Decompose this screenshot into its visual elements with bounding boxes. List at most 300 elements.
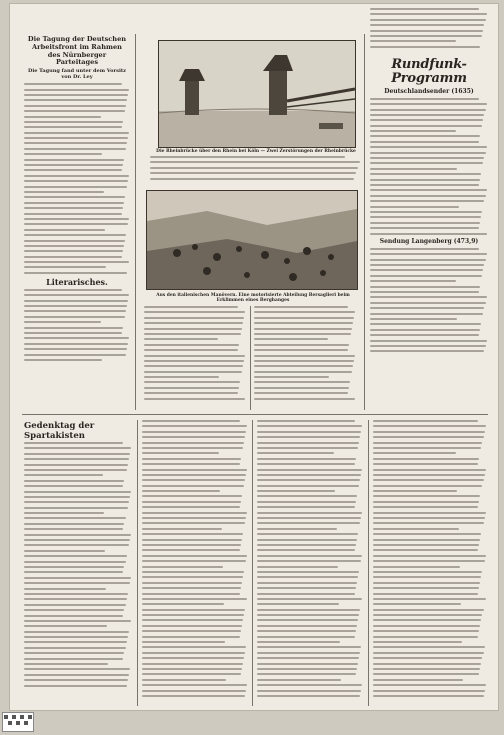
text-line: [257, 695, 360, 697]
text-line: [24, 316, 125, 318]
text-line: [257, 495, 357, 497]
text-line: [144, 381, 240, 383]
text-line: [24, 186, 127, 188]
text-line: [142, 522, 245, 524]
text-line: [370, 307, 484, 309]
text-line: [370, 195, 486, 197]
text-line: [257, 684, 362, 686]
station-heading: Sendung Langenberg (473,9): [379, 237, 479, 245]
text-line: [24, 137, 128, 139]
text-line: [373, 495, 480, 497]
text-line: [257, 641, 340, 643]
text-line: [370, 157, 484, 159]
text-line: [142, 479, 245, 481]
text-line: [257, 479, 360, 481]
text-line: [24, 126, 122, 128]
text-line: [24, 658, 123, 660]
text-line: [24, 105, 126, 107]
text-line: [373, 619, 481, 621]
text-line: [373, 636, 478, 638]
text-line: [370, 114, 484, 116]
text-line: [24, 337, 129, 339]
text-line: [24, 207, 123, 209]
column-bottom-2: [142, 420, 248, 706]
text-line: [144, 392, 238, 394]
column-divider: [368, 420, 369, 706]
text-line: [24, 300, 128, 302]
text-line: [24, 620, 131, 622]
text-line: [24, 294, 129, 296]
text-line: [257, 603, 339, 605]
text-line: [24, 674, 129, 676]
text-line: [142, 630, 241, 632]
text-line: [142, 420, 240, 422]
text-line: [370, 184, 479, 186]
literary-heading: Literarisches.: [46, 276, 108, 287]
text-line: [373, 625, 480, 627]
text-line: [373, 544, 479, 546]
text-line: [142, 673, 241, 675]
text-line: [257, 452, 334, 454]
text-line: [254, 355, 355, 357]
text-line: [370, 264, 484, 266]
text-line: [150, 161, 360, 163]
text-line: [24, 561, 126, 563]
column-bottom-3: [257, 420, 363, 706]
text-line: [254, 317, 354, 319]
text-line: [24, 202, 124, 204]
text-line: [142, 652, 245, 654]
text-line: [370, 350, 484, 352]
text-line: [373, 420, 478, 422]
text-line: [370, 329, 480, 331]
text-line: [144, 317, 244, 319]
text-line: [24, 223, 128, 225]
text-line: [24, 250, 123, 252]
text-line: [24, 142, 127, 144]
text-line: [24, 180, 128, 182]
text-line: [24, 517, 126, 519]
text-line: [150, 156, 345, 158]
text-line: [370, 168, 457, 170]
text-line: [24, 566, 124, 568]
text-line: [254, 328, 352, 330]
column-middle-b: [254, 306, 356, 410]
text-line: [257, 679, 341, 681]
text-line: [142, 463, 240, 465]
text-line: [24, 668, 130, 670]
text-line: [370, 323, 481, 325]
text-line: [370, 206, 459, 208]
radio-schedule: [370, 98, 488, 235]
text-line: [373, 587, 479, 589]
literary-body: [24, 289, 130, 361]
column-radio: [370, 8, 488, 410]
text-line: [24, 196, 125, 198]
text-line: [24, 609, 124, 611]
text-line: [370, 30, 483, 32]
text-line: [257, 522, 360, 524]
text-line: [257, 447, 358, 449]
text-line: [370, 340, 487, 342]
column-divider: [364, 34, 365, 410]
text-line: [142, 555, 247, 557]
text-line: [257, 636, 355, 638]
text-line: [24, 631, 129, 633]
text-line: [257, 425, 362, 427]
text-line: [24, 539, 130, 541]
text-line: [373, 512, 486, 514]
text-line: [257, 458, 356, 460]
text-line: [24, 534, 131, 536]
text-line: [370, 216, 481, 218]
column-bottom-4: [373, 420, 487, 706]
text-line: [373, 539, 480, 541]
text-line: [370, 162, 483, 164]
text-line: [24, 359, 102, 361]
text-line: [257, 506, 355, 508]
article-subtitle: Die Tagung fand unter dem Vorsitz von Dr. Ley: [27, 68, 126, 81]
text-line: [24, 685, 127, 687]
text-line: [257, 539, 357, 541]
text-line: [373, 490, 457, 492]
text-line: [144, 333, 241, 335]
text-line: [142, 528, 222, 530]
text-line: [24, 523, 124, 525]
text-line: [144, 344, 239, 346]
text-line: [254, 387, 349, 389]
text-line: [24, 615, 123, 617]
text-line: [24, 272, 127, 274]
text-line: [370, 141, 479, 143]
bridge-picture: [159, 41, 355, 147]
text-line: [373, 517, 485, 519]
article-body: [24, 83, 130, 274]
text-line: [254, 360, 354, 362]
text-line: [24, 229, 105, 231]
text-line: [24, 266, 106, 268]
text-line: [142, 646, 246, 648]
text-line: [370, 253, 487, 255]
text-line: [24, 94, 128, 96]
text-line: [24, 159, 124, 161]
text-line: [370, 135, 480, 137]
text-line: [373, 679, 463, 681]
radio-title: Rundfunk-Programm: [391, 56, 467, 86]
text-line: [142, 587, 241, 589]
text-line: [257, 614, 359, 616]
article-title: Die Tagung der Deutschen Arbeitsfront im Rahmen des Nürnberger Parteitages: [27, 35, 127, 67]
text-line: [24, 348, 127, 350]
text-line: [257, 490, 335, 492]
text-line: [257, 571, 359, 573]
text-line: [24, 310, 126, 312]
column-middle-a: [144, 306, 246, 410]
text-line: [373, 452, 456, 454]
text-line: [370, 189, 487, 191]
text-line: [24, 464, 128, 466]
text-line: [373, 690, 485, 692]
text-line: [373, 668, 480, 670]
text-line: [142, 636, 240, 638]
text-line: [373, 641, 462, 643]
text-line: [370, 222, 480, 224]
text-line: [257, 630, 356, 632]
text-line: [370, 125, 482, 127]
text-line: [144, 365, 243, 367]
text-line: [144, 371, 242, 373]
text-line: [257, 474, 361, 476]
text-line: [254, 306, 348, 308]
text-line: [24, 550, 105, 552]
text-line: [373, 657, 482, 659]
text-line: [370, 13, 487, 15]
text-line: [24, 663, 108, 665]
text-line: [24, 305, 127, 307]
text-line: [370, 280, 456, 282]
text-line: [257, 544, 356, 546]
text-line: [257, 512, 362, 514]
text-line: [373, 555, 486, 557]
column-divider: [137, 420, 138, 706]
text-line: [257, 436, 360, 438]
text-line: [24, 625, 107, 627]
text-line: [257, 619, 358, 621]
text-line: [144, 328, 242, 330]
column-divider: [252, 420, 253, 706]
text-line: [373, 549, 478, 551]
text-line: [24, 83, 122, 85]
text-line: [373, 506, 478, 508]
text-line: [370, 227, 479, 229]
radio-intro-text: [370, 8, 488, 48]
text-line: [150, 172, 356, 174]
text-line: [142, 582, 242, 584]
text-line: [370, 119, 483, 121]
text-line: [373, 458, 479, 460]
text-line: [24, 474, 103, 476]
text-line: [24, 496, 130, 498]
text-line: [370, 35, 482, 37]
text-line: [254, 376, 329, 378]
text-line: [257, 420, 355, 422]
text-line: [257, 673, 356, 675]
text-line: [373, 436, 484, 438]
text-line: [24, 245, 124, 247]
text-line: [257, 646, 361, 648]
text-line: [373, 652, 484, 654]
text-line: [150, 178, 354, 180]
text-line: [373, 442, 482, 444]
text-line: [24, 240, 125, 242]
text-line: [144, 398, 245, 400]
text-line: [373, 528, 459, 530]
text-line: [24, 453, 130, 455]
text-line: [257, 549, 355, 551]
text-line: [370, 233, 487, 235]
text-line: [24, 528, 123, 530]
text-line: [370, 173, 481, 175]
text-line: [24, 652, 124, 654]
text-line: [257, 566, 338, 568]
text-line: [144, 360, 244, 362]
text-line: [24, 442, 123, 444]
text-line: [142, 431, 246, 433]
text-line: [142, 425, 247, 427]
text-line: [370, 318, 457, 320]
text-line: [373, 673, 479, 675]
text-line: [373, 479, 484, 481]
text-line: [257, 668, 357, 670]
text-line: [142, 614, 244, 616]
text-line: [24, 343, 128, 345]
article-body: [24, 442, 132, 687]
text-line: [373, 571, 482, 573]
text-line: [254, 311, 355, 313]
text-line: [24, 213, 122, 215]
text-line: [24, 544, 129, 546]
text-line: [370, 302, 486, 304]
text-line: [24, 116, 101, 118]
text-line: [142, 668, 242, 670]
text-line: [373, 560, 485, 562]
text-line: [370, 200, 484, 202]
text-line: [142, 576, 243, 578]
text-line: [373, 582, 480, 584]
text-line: [373, 566, 460, 568]
text-line: [257, 463, 355, 465]
text-line: [142, 593, 240, 595]
text-line: [373, 663, 481, 665]
text-line: [370, 334, 479, 336]
text-line: [370, 286, 480, 288]
text-line: [24, 647, 126, 649]
color-calibration-strip: [2, 712, 34, 732]
text-line: [144, 311, 245, 313]
text-line: [370, 46, 480, 48]
text-line: [24, 480, 124, 482]
text-line: [373, 522, 484, 524]
text-line: [144, 376, 219, 378]
text-line: [24, 110, 125, 112]
text-line: [142, 695, 245, 697]
text-line: [370, 313, 483, 315]
text-line: [373, 447, 481, 449]
text-line: [373, 485, 482, 487]
photo-maneuvers: [146, 190, 358, 290]
text-line: [24, 588, 106, 590]
text-line: [370, 291, 479, 293]
text-line: [370, 24, 484, 26]
text-line: [370, 345, 486, 347]
text-line: [254, 338, 328, 340]
text-line: [142, 566, 223, 568]
text-line: [24, 641, 127, 643]
text-line: [373, 646, 485, 648]
text-line: [257, 501, 356, 503]
text-line: [142, 452, 219, 454]
text-line: [373, 609, 484, 611]
text-line: [254, 381, 350, 383]
text-line: [257, 442, 359, 444]
text-line: [142, 533, 243, 535]
text-line: [24, 491, 131, 493]
text-line: [24, 321, 101, 323]
text-line: [24, 555, 127, 557]
text-line: [370, 8, 479, 10]
text-line: [373, 603, 461, 605]
text-line: [142, 619, 243, 621]
text-line: [257, 690, 361, 692]
text-line: [373, 614, 482, 616]
text-line: [370, 275, 482, 277]
text-line: [254, 398, 355, 400]
text-line: [24, 604, 126, 606]
text-line: [142, 436, 245, 438]
photo-caption-maneuvers: Aus den italienischen Manövern. Eine motorisierte Abteilung Bersaglieri beim Erklimmen eines Berghanges: [156, 293, 350, 304]
text-line: [24, 153, 102, 155]
text-line: [142, 571, 244, 573]
text-line: [142, 684, 247, 686]
text-line: [142, 539, 242, 541]
text-line: [373, 431, 485, 433]
text-line: [373, 469, 486, 471]
text-line: [144, 322, 243, 324]
text-line: [370, 40, 456, 42]
text-line: [24, 164, 123, 166]
text-line: [257, 609, 360, 611]
text-line: [257, 582, 357, 584]
text-line: [257, 663, 358, 665]
text-line: [254, 344, 349, 346]
text-line: [370, 269, 483, 271]
text-line: [373, 533, 481, 535]
text-line: [24, 582, 130, 584]
text-line: [142, 485, 244, 487]
text-line: [142, 544, 241, 546]
text-line: [370, 146, 487, 148]
text-line: [24, 175, 129, 177]
text-line: [142, 495, 242, 497]
text-line: [24, 132, 129, 134]
text-line: [370, 130, 456, 132]
text-line: [24, 148, 126, 150]
text-line: [142, 598, 247, 600]
text-line: [257, 625, 357, 627]
text-line: [257, 431, 361, 433]
text-line: [144, 306, 238, 308]
text-line: [24, 512, 104, 514]
column-left-top: [24, 34, 130, 374]
text-line: [142, 447, 243, 449]
text-line: [370, 211, 482, 213]
text-line: [142, 625, 242, 627]
text-line: [370, 296, 487, 298]
text-line: [370, 19, 486, 21]
text-line: [257, 555, 362, 557]
text-line: [370, 152, 486, 154]
article-title: Gedenktag der Spartakisten: [24, 421, 95, 441]
text-line: [24, 354, 126, 356]
text-line: [373, 425, 486, 427]
column-divider: [135, 34, 136, 410]
text-line: [142, 506, 240, 508]
text-line: [142, 442, 244, 444]
text-line: [144, 349, 238, 351]
newspaper-page: [10, 4, 498, 710]
text-line: [24, 327, 123, 329]
text-line: [142, 609, 245, 611]
